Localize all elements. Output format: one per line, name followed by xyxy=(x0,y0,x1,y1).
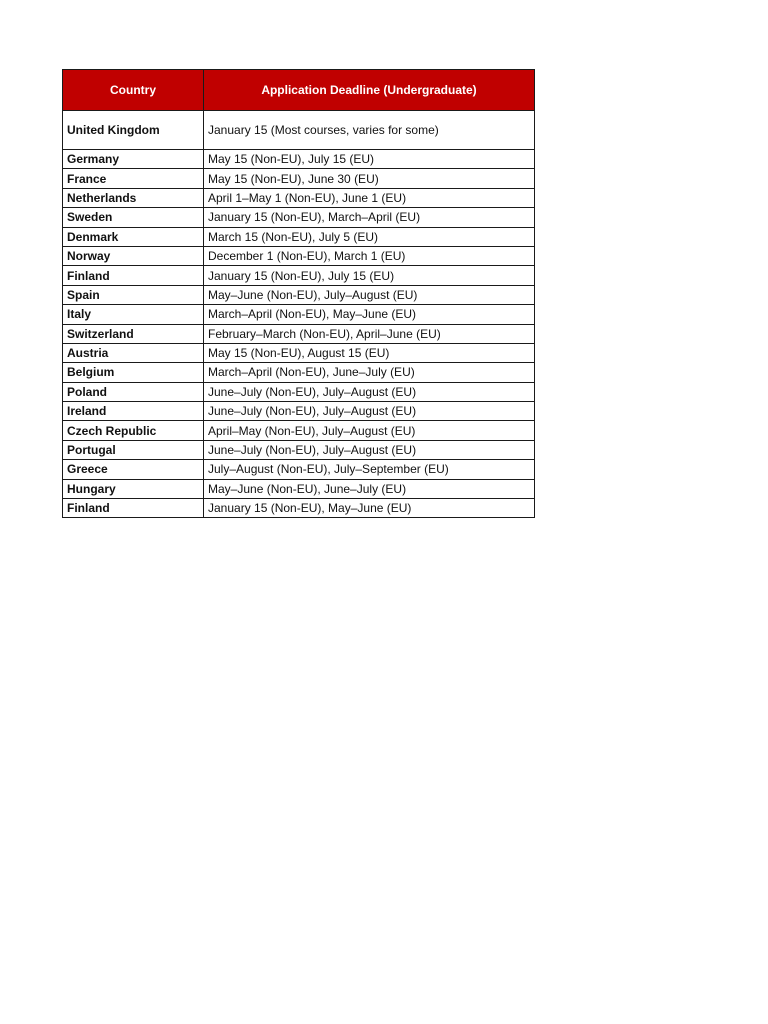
deadline-cell: July–August (Non-EU), July–September (EU) xyxy=(204,460,535,479)
table-row xyxy=(63,150,535,169)
deadline-column-header: Application Deadline (Undergraduate) xyxy=(204,70,535,111)
country-cell: Netherlands xyxy=(63,188,204,207)
deadlines-table xyxy=(62,69,535,518)
deadline-cell: May 15 (Non-EU), August 15 (EU) xyxy=(204,343,535,362)
deadline-cell: May 15 (Non-EU), July 15 (EU) xyxy=(204,150,535,169)
country-cell: Finland xyxy=(63,499,204,518)
deadline-cell: January 15 (Non-EU), July 15 (EU) xyxy=(204,266,535,285)
deadline-cell: April–May (Non-EU), July–August (EU) xyxy=(204,421,535,440)
country-cell: Hungary xyxy=(63,479,204,498)
country-cell: Denmark xyxy=(63,227,204,246)
table-row xyxy=(63,343,535,362)
table-row xyxy=(63,324,535,343)
deadline-cell: March–April (Non-EU), May–June (EU) xyxy=(204,305,535,324)
deadline-cell: May–June (Non-EU), July–August (EU) xyxy=(204,285,535,304)
country-cell: Czech Republic xyxy=(63,421,204,440)
table-row xyxy=(63,246,535,265)
country-cell: Italy xyxy=(63,305,204,324)
deadline-cell: February–March (Non-EU), April–June (EU) xyxy=(204,324,535,343)
deadline-cell: January 15 (Non-EU), May–June (EU) xyxy=(204,499,535,518)
deadline-cell: June–July (Non-EU), July–August (EU) xyxy=(204,440,535,459)
country-cell: Switzerland xyxy=(63,324,204,343)
country-column-header: Country xyxy=(63,70,204,111)
header-row xyxy=(63,70,535,111)
deadline-cell: June–July (Non-EU), July–August (EU) xyxy=(204,382,535,401)
deadline-cell: May 15 (Non-EU), June 30 (EU) xyxy=(204,169,535,188)
country-cell: Sweden xyxy=(63,208,204,227)
table-row xyxy=(63,208,535,227)
table-row xyxy=(63,169,535,188)
table-row xyxy=(63,266,535,285)
table-header xyxy=(63,70,535,111)
country-cell: Ireland xyxy=(63,402,204,421)
deadline-cell: March–April (Non-EU), June–July (EU) xyxy=(204,363,535,382)
table-row xyxy=(63,188,535,207)
table-body xyxy=(63,111,535,518)
country-cell: Belgium xyxy=(63,363,204,382)
deadline-cell: June–July (Non-EU), July–August (EU) xyxy=(204,402,535,421)
table-row xyxy=(63,305,535,324)
deadline-cell: January 15 (Non-EU), March–April (EU) xyxy=(204,208,535,227)
country-cell: Greece xyxy=(63,460,204,479)
table-row xyxy=(63,227,535,246)
table-row xyxy=(63,363,535,382)
table-row xyxy=(63,285,535,304)
country-cell: Finland xyxy=(63,266,204,285)
country-cell: Austria xyxy=(63,343,204,362)
country-cell: France xyxy=(63,169,204,188)
table-row xyxy=(63,479,535,498)
table-row xyxy=(63,421,535,440)
table-row xyxy=(63,111,535,150)
country-cell: Norway xyxy=(63,246,204,265)
country-cell: Germany xyxy=(63,150,204,169)
deadline-cell: January 15 (Most courses, varies for some) xyxy=(204,111,535,150)
country-cell: United Kingdom xyxy=(63,111,204,150)
table-row xyxy=(63,382,535,401)
deadline-cell: December 1 (Non-EU), March 1 (EU) xyxy=(204,246,535,265)
table-row xyxy=(63,402,535,421)
country-cell: Spain xyxy=(63,285,204,304)
table-row xyxy=(63,460,535,479)
table-row xyxy=(63,440,535,459)
deadline-cell: April 1–May 1 (Non-EU), June 1 (EU) xyxy=(204,188,535,207)
deadline-cell: May–June (Non-EU), June–July (EU) xyxy=(204,479,535,498)
deadline-cell: March 15 (Non-EU), July 5 (EU) xyxy=(204,227,535,246)
country-cell: Poland xyxy=(63,382,204,401)
country-cell: Portugal xyxy=(63,440,204,459)
table-row xyxy=(63,499,535,518)
